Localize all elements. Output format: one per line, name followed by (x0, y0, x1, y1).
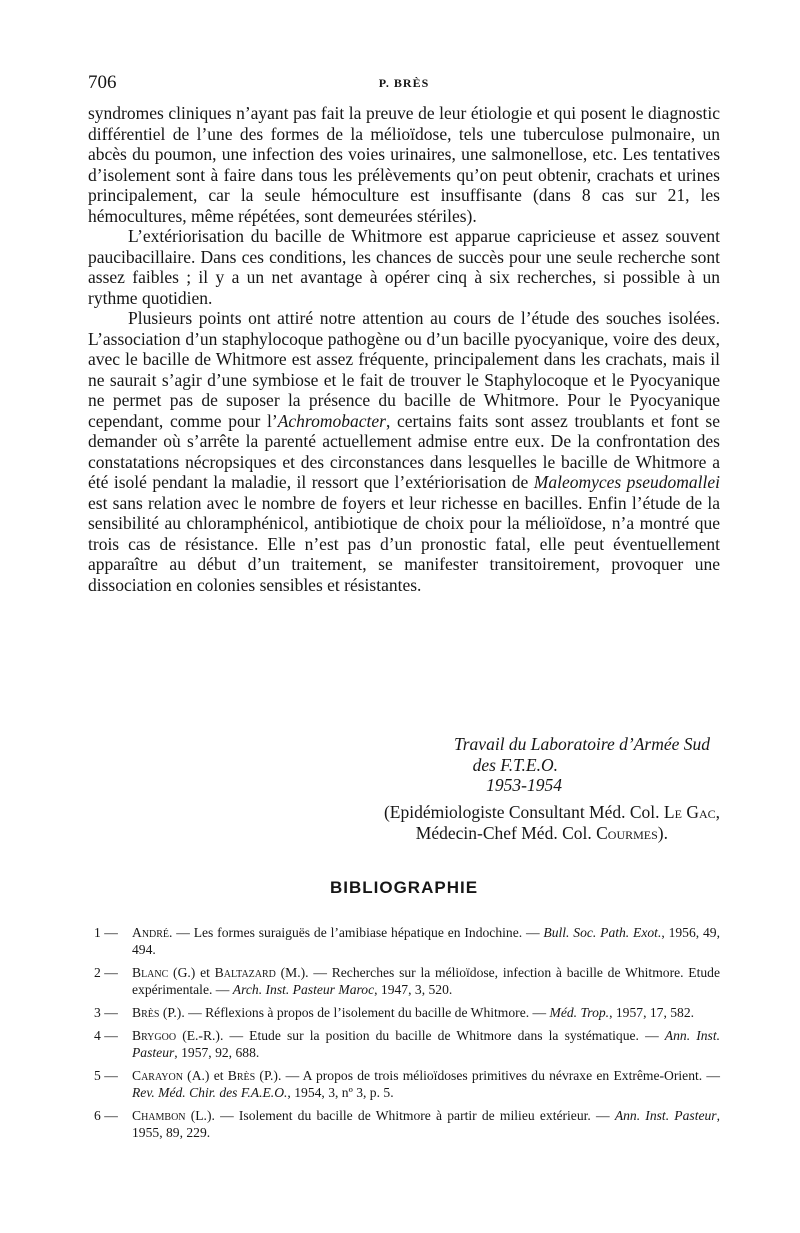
reference-number: 1 — (94, 925, 118, 940)
credit-line-1 (88, 802, 720, 823)
bibliography-title: BIBLIOGRAPHIE (329, 878, 479, 897)
organism-achromobacter: Achromobacter (277, 410, 386, 431)
reference-journal: Bull. Soc. Path. Exot. (543, 925, 662, 940)
laboratory-signature (88, 734, 710, 796)
reference-journal: Méd. Trop. (549, 1005, 610, 1020)
reference-item (88, 1107, 720, 1141)
credit-1-name: Le Gac (663, 802, 716, 822)
credit-1-text: (Epidémiologiste Consultant Méd. Col. (383, 802, 664, 822)
reference-volume: , 1957, 92, 688. (174, 1045, 260, 1060)
reference-journal: Ann. Inst. Pasteur (132, 1028, 721, 1060)
signature-line-2: des F.T.E.O. (472, 754, 558, 775)
page-number: 706 (88, 72, 117, 93)
reference-author-2: Baltazard (214, 965, 276, 980)
paragraph-3-part-b: , certains faits sont assez troublants et font se demander où s’arrête la parenté actuellement admise entre eux. De la confrontation des constatations nécropsiques et des circonstances dans lesquelles le bacille de Whitmore a été isolé pendant la maladie, il ressort que l’extériorisation de (88, 410, 720, 492)
reference-item (88, 1004, 720, 1021)
reference-volume: , 1955, 89, 229. (132, 1108, 720, 1140)
reference-connector: (A.) et (182, 1068, 228, 1083)
reference-title: (M.). — Recherches sur la mélioïdose, infection à bacille de Whitmore. Etude expérimentale. — (132, 965, 721, 997)
credit-1-end: , (715, 802, 720, 822)
reference-author: Blanc (132, 965, 169, 980)
body-text (88, 103, 720, 595)
reference-author: Chambon (132, 1108, 186, 1123)
reference-author: André (132, 925, 170, 940)
reference-number: 2 — (94, 965, 118, 980)
reference-volume: , 1956, 49, 494. (132, 925, 721, 957)
credits (88, 802, 720, 844)
paragraph-3-part-c: est sans relation avec le nombre de foyers et leur richesse en bacilles. Enfin l’étude de la sensibilité au chloramphénicol, antibiotique de choix pour la mélioïdose, n’a montré que trois cas de résistance. Elle n’est pas d’un pronostic fatal, elle peut éventuellement apparaître au début d’un traitement, se manifester transitoirement, provoquer une dissociation en colonies sensibles et résistantes. (88, 492, 720, 595)
reference-journal: Rev. Méd. Chir. des F.A.E.O. (132, 1085, 288, 1100)
reference-volume: , 1954, 3, nº 3, p. 5. (287, 1085, 394, 1100)
reference-title: . — Les formes suraiguës de l’amibiase hépatique en Indochine. — (169, 925, 544, 940)
signature-line-3: 1953-1954 (486, 775, 562, 795)
bibliography-list (88, 924, 720, 1147)
running-head: P. BRÈS (378, 76, 430, 90)
reference-title: (P.). — Réflexions à propos de l’isolement du bacille de Whitmore. — (159, 1005, 550, 1020)
reference-number: 6 — (94, 1108, 118, 1123)
reference-number: 3 — (94, 1005, 118, 1020)
reference-number: 5 — (94, 1068, 118, 1083)
signature-line-1: Travail du Laboratoire d’Armée Sud (453, 734, 710, 754)
credit-line-2 (88, 823, 720, 844)
reference-item (88, 924, 720, 958)
credit-2-end: ). (657, 823, 668, 843)
paragraph-3-part-a: Plusieurs points ont attiré notre attention au cours de l’étude des souches isolées. L’association d’un staphylocoque pathogène ou d’un bacille pyocyanique, voire des deux, avec le bacille de Whitmore est assez fréquente, principalement dans les crachats, mais il ne saurait s’agir d’une symbiose et le fait de trouver le Staphylocoque et le Pyocyanique ne permet pas de suposer la présence du bacille de Whitmore. Pour le Pyocyanique cependant, comme pour l’ (88, 308, 720, 431)
reference-author: Carayon (132, 1068, 183, 1083)
reference-title: (E.-R.). — Etude sur la position du bacille de Whitmore dans la systématique. — (176, 1028, 665, 1043)
reference-author: Brès (132, 1005, 160, 1020)
page-header (88, 72, 720, 96)
reference-connector: (G.) et (168, 965, 215, 980)
reference-journal: Ann. Inst. Pasteur (614, 1108, 717, 1123)
paragraph-1: syndromes cliniques n’ayant pas fait la preuve de leur étiologie et qui posent le diagnostic différentiel de l’une des formes de la mélioïdose, tels une tuberculose pulmonaire, un abcès du poumon, une infection des voies urinaires, une salmonellose, etc. Les tentatives d’isolement sont à faire dans tous les prélèvements qu’on peut obtenir, crachats et urines principalement, car la seule hémoculture est insuffisante (dans 8 cas sur 21, les hémocultures, même répétées, sont demeurées stériles). (88, 103, 720, 226)
reference-item (88, 1067, 720, 1101)
reference-item (88, 1027, 720, 1061)
reference-author: Brygoo (132, 1028, 177, 1043)
credit-2-text: Médecin-Chef Méd. Col. (415, 823, 597, 843)
reference-volume: , 1947, 3, 520. (374, 982, 453, 997)
paragraph-2: L’extériorisation du bacille de Whitmore est apparue capricieuse et assez souvent paucibacillaire. Dans ces conditions, les chances de succès pour une seule recherche sont assez faibles ; il y a un net avantage à opérer cinq à six recherches, si possible à un rythme quotidien. (88, 226, 720, 308)
reference-title: (P.). — A propos de trois mélioïdoses primitives du névraxe en Extrême-Orient. — (255, 1068, 721, 1083)
credit-2-name: Courmes (596, 823, 658, 843)
organism-maleomyces: Maleomyces pseudomallei (533, 472, 721, 492)
reference-number: 4 — (94, 1028, 118, 1043)
reference-journal: Arch. Inst. Pasteur Maroc (232, 982, 375, 997)
reference-title: (L.). — Isolement du bacille de Whitmore à partir de milieu extérieur. — (185, 1108, 615, 1123)
reference-author-2: Brès (227, 1068, 256, 1083)
paragraph-3 (88, 308, 720, 595)
reference-volume: , 1957, 17, 582. (609, 1005, 695, 1020)
reference-item (88, 964, 720, 998)
